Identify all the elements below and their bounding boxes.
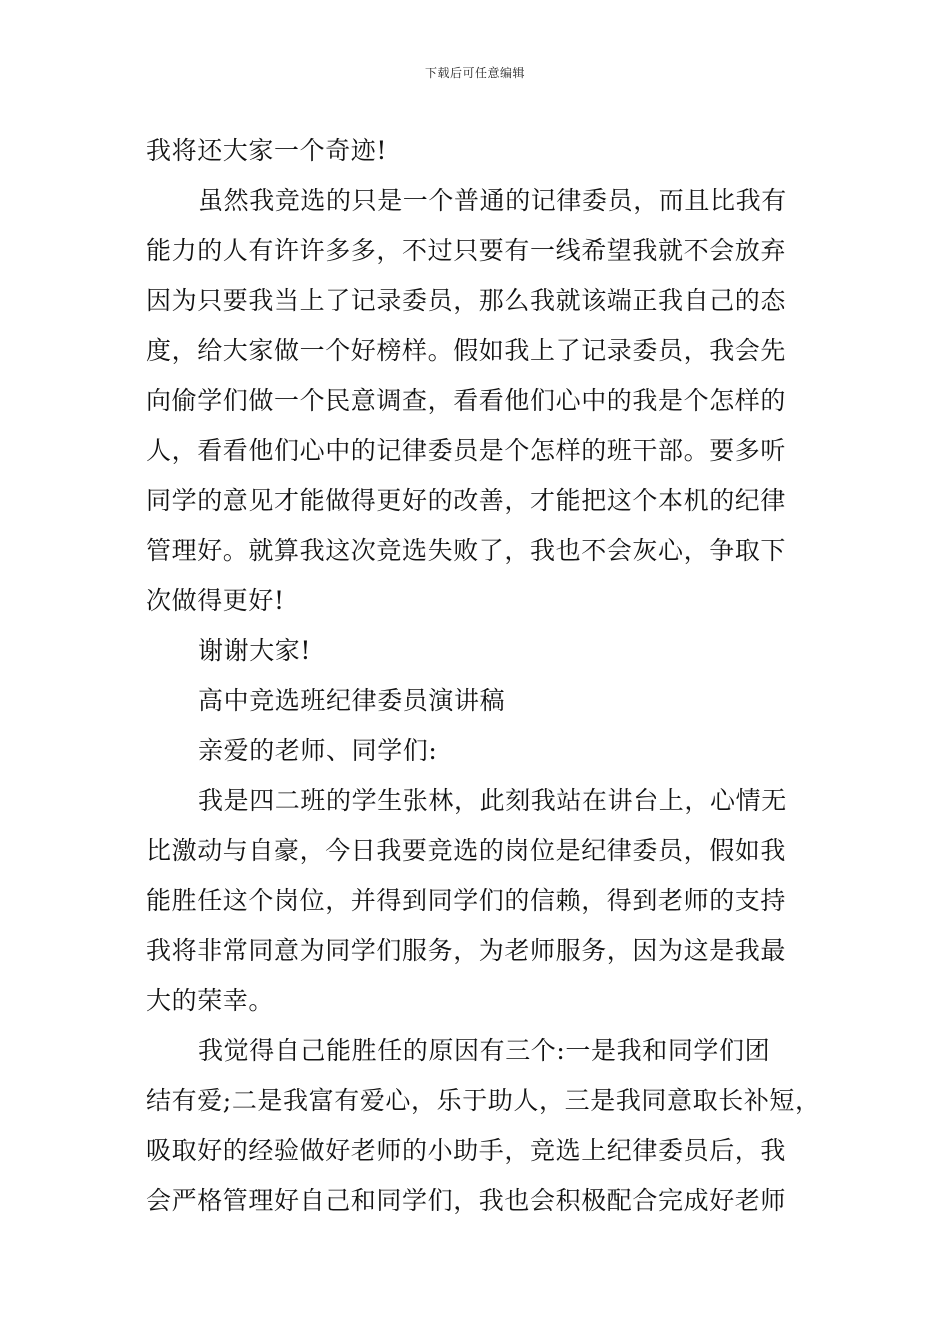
text-line: 亲爱的老师、同学们: xyxy=(198,736,438,765)
text-line: 会严格管理好自己和同学们，我也会积极配合完成好老师 xyxy=(146,1186,787,1215)
text-line: 虽然我竞选的只是一个普通的记律委员，而且比我有 xyxy=(198,186,787,215)
text-line: 谢谢大家! xyxy=(198,636,312,665)
text-line: 大的荣幸。 xyxy=(146,986,275,1015)
document-body xyxy=(146,126,826,1226)
page-header: 下载后可任意编辑 xyxy=(424,66,525,80)
text-line: 能力的人有许许多多，不过只要有一线希望我就不会放弃 xyxy=(146,236,787,265)
text-line: 管理好。就算我这次竞选失败了，我也不会灰心，争取下 xyxy=(146,536,787,565)
text-line: 结有爱;二是我富有爱心，乐于助人，三是我同意取长补短， xyxy=(146,1086,821,1115)
text-line: 同学的意见才能做得更好的改善，才能把这个本机的纪律 xyxy=(146,486,787,515)
text-line: 因为只要我当上了记录委员，那么我就该端正我自己的态 xyxy=(146,286,787,315)
text-line: 人，看看他们心中的记律委员是个怎样的班干部。要多听 xyxy=(146,436,787,465)
text-line: 我觉得自己能胜任的原因有三个:一是我和同学们团 xyxy=(198,1036,771,1065)
text-line: 次做得更好! xyxy=(146,586,285,615)
text-line: 度，给大家做一个好榜样。假如我上了记录委员，我会先 xyxy=(146,336,787,365)
text-line: 向偷学们做一个民意调查，看看他们心中的我是个怎样的 xyxy=(146,386,787,415)
text-line: 我将还大家一个奇迹! xyxy=(146,136,388,165)
text-line: 吸取好的经验做好老师的小助手，竞选上纪律委员后，我 xyxy=(146,1136,787,1165)
text-line: 高中竞选班纪律委员演讲稿 xyxy=(198,686,506,715)
text-line: 我是四二班的学生张林，此刻我站在讲台上，心情无 xyxy=(198,786,787,815)
text-line: 能胜任这个岗位，并得到同学们的信赖，得到老师的支持 xyxy=(146,886,787,915)
text-line: 我将非常同意为同学们服务，为老师服务，因为这是我最 xyxy=(146,936,787,965)
text-line: 比激动与自豪，今日我要竞选的岗位是纪律委员，假如我 xyxy=(146,836,787,865)
